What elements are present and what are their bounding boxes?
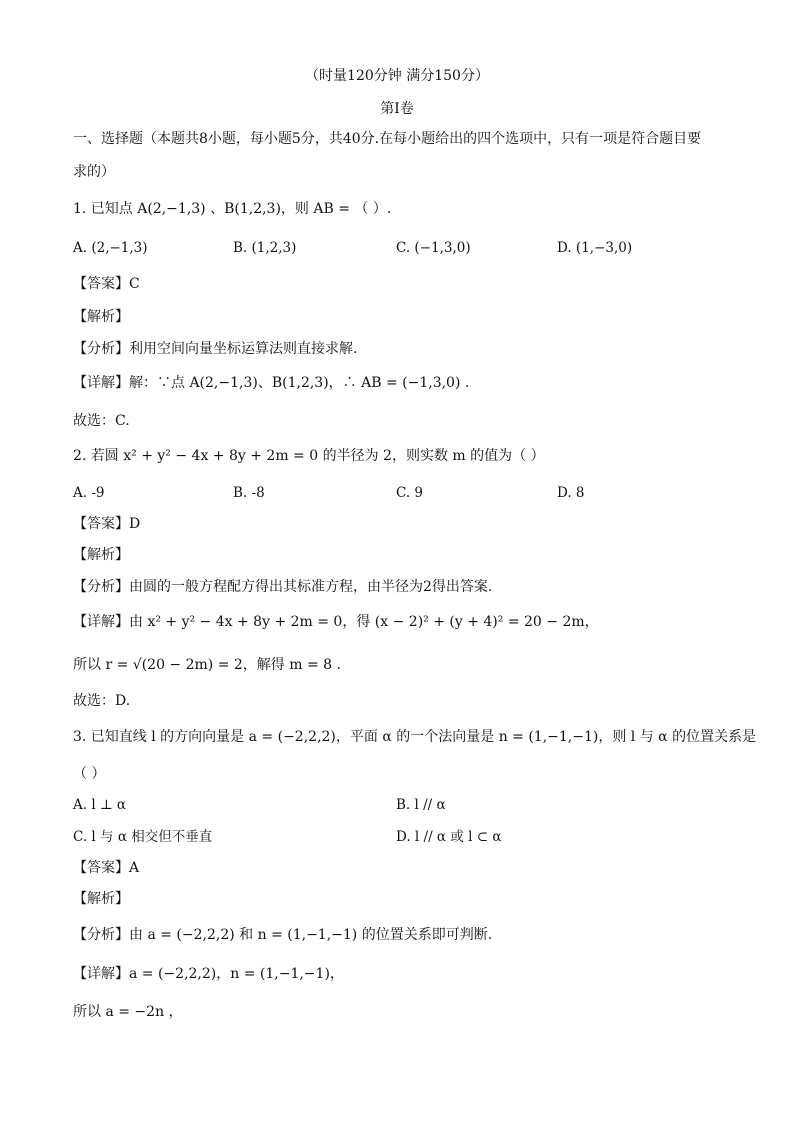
q2-guxuan: 故选：D. xyxy=(73,693,131,709)
section-heading-line1: 一、选择题（本题共8小题，每小题5分，共40分.在每小题给出的四个选项中，只有一项是符合题目要 xyxy=(73,131,702,147)
q1-xiangjie: 【详解】解：∵点 A(2,−1,3)、B(1,2,3)，∴ AB = (−1,3,0) . xyxy=(73,375,470,391)
q2-stem: 2. 若圆 x² + y² − 4x + 8y + 2m = 0 的半径为 2，则实数 m 的值为（ ） xyxy=(73,448,545,464)
q1-option-b: B. (1,2,3) xyxy=(233,240,297,256)
q3-stem-line1: 3. 已知直线 l 的方向向量是 a = (−2,2,2)，平面 α 的一个法向量是 n = (1,−1,−1)，则 l 与 α 的位置关系是 xyxy=(73,729,757,745)
q2-answer: 【答案】D xyxy=(73,516,141,532)
q3-jiexi: 【解析】 xyxy=(73,891,129,907)
q1-stem: 1. 已知点 A(2,−1,3) 、B(1,2,3)，则 AB = （ ）. xyxy=(73,201,392,217)
q3-option-d: D. l // α 或 l ⊂ α xyxy=(396,829,502,845)
q2-option-d: D. 8 xyxy=(557,485,585,501)
q1-answer: 【答案】C xyxy=(73,276,140,292)
q3-option-c: C. l 与 α 相交但不垂直 xyxy=(73,829,213,845)
q2-xiangjie: 【详解】由 x² + y² − 4x + 8y + 2m = 0，得 (x − 2)² + (y + 4)² = 20 − 2m， xyxy=(73,614,599,630)
q1-option-a: A. (2,−1,3) xyxy=(73,240,148,256)
q3-stem-line2: （ ） xyxy=(73,766,106,782)
section-heading-line2: 求的） xyxy=(73,164,115,180)
q1-fenxi: 【分析】利用空间向量坐标运算法则直接求解. xyxy=(73,341,358,357)
q3-option-b: B. l // α xyxy=(396,797,446,813)
q2-option-c: C. 9 xyxy=(396,485,424,501)
q3-suoyi: 所以 a = −2n ， xyxy=(73,1004,183,1020)
q1-option-d: D. (1,−3,0) xyxy=(557,240,633,256)
q2-fenxi: 【分析】由圆的一般方程配方得出其标准方程，由半径为2得出答案. xyxy=(73,579,493,595)
q3-answer: 【答案】A xyxy=(73,860,140,876)
q1-guxuan: 故选：C. xyxy=(73,413,130,429)
volume-title: 第Ⅰ卷 xyxy=(380,101,414,117)
q2-option-a: A. -9 xyxy=(73,485,105,501)
q3-option-a: A. l ⊥ α xyxy=(73,797,127,813)
q2-suoyi: 所以 r = √(20 − 2m) = 2，解得 m = 8 . xyxy=(73,657,341,673)
q1-jiexi: 【解析】 xyxy=(73,309,129,325)
time-info: （时量120分钟 满分150分） xyxy=(305,68,489,84)
q2-option-b: B. -8 xyxy=(233,485,265,501)
q2-jiexi: 【解析】 xyxy=(73,547,129,563)
q3-fenxi: 【分析】由 a = (−2,2,2) 和 n = (1,−1,−1) 的位置关系即可判断. xyxy=(73,927,493,943)
q3-xiangjie: 【详解】a = (−2,2,2)，n = (1,−1,−1)， xyxy=(73,966,344,982)
q1-option-c: C. (−1,3,0) xyxy=(396,240,471,256)
